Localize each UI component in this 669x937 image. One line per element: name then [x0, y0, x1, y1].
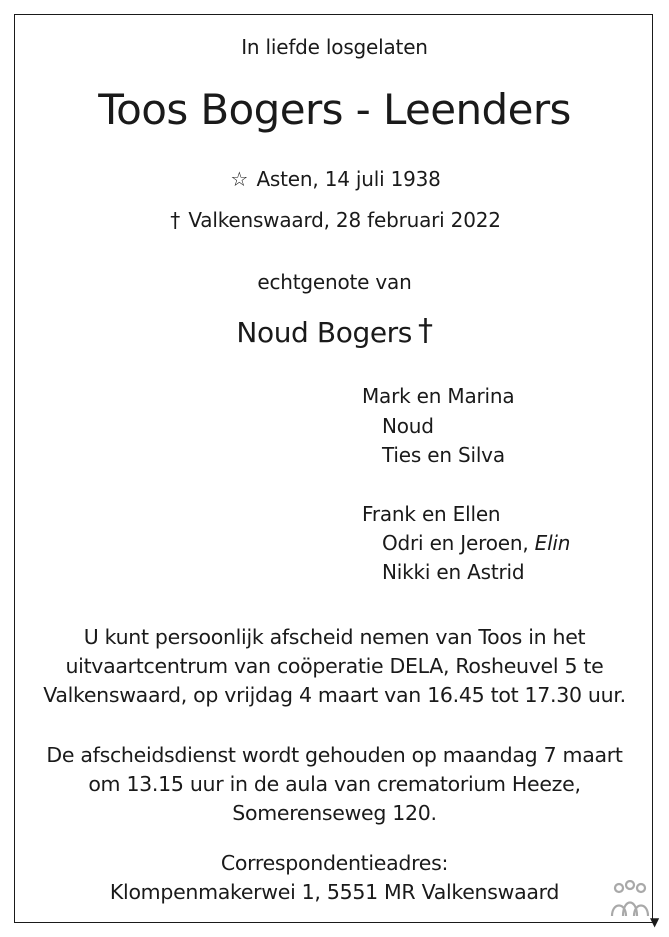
deceased-name: Toos Bogers - Leenders [98, 85, 571, 134]
death-line [0, 207, 669, 233]
family-group2-child: Nikki en Astrid [382, 560, 525, 584]
birth-text: Asten, 14 juli 1938 [256, 167, 441, 191]
correspondence-label: Correspondentieadres: [220, 851, 449, 875]
family-group1-child: Ties en Silva [382, 443, 505, 467]
star-icon: ☆ [230, 167, 249, 191]
family-group1-parents: Mark en Marina [362, 384, 515, 408]
service-line: De afscheidsdienst wordt gehouden op maandag 7 maart [46, 743, 623, 767]
arrow-down-icon[interactable]: ▼ [650, 915, 660, 929]
farewell-line: U kunt persoonlijk afscheid nemen van Toos in het [83, 625, 586, 649]
cross-icon: † [417, 313, 433, 348]
spouse-line [0, 314, 669, 350]
spouse-intro: echtgenote van [257, 270, 412, 294]
service-line: Somerenseweg 120. [232, 801, 437, 825]
cross-icon: † [170, 208, 181, 232]
correspondence-address: Klompenmakerwei 1, 5551 MR Valkenswaard [109, 880, 560, 904]
family-group2-parents: Frank en Ellen [362, 502, 501, 526]
birth-line [0, 166, 669, 192]
people-group-logo-icon [608, 880, 652, 920]
farewell-line: uitvaartcentrum van coöperatie DELA, Rosheuvel 5 te [65, 654, 604, 678]
service-line: om 13.15 uur in de aula van crematorium Heeze, [88, 772, 581, 796]
family-group2-child [382, 530, 570, 556]
death-text: Valkenswaard, 28 februari 2022 [188, 208, 501, 232]
child-names: Odri en Jeroen, [382, 531, 535, 555]
spouse-name: Noud Bogers [236, 316, 412, 349]
intro-text: In liefde losgelaten [241, 35, 428, 59]
grandchild-name: Elin [534, 531, 571, 555]
family-group1-child: Noud [382, 414, 434, 438]
farewell-line: Valkenswaard, op vrijdag 4 maart van 16.45 tot 17.30 uur. [43, 683, 626, 707]
